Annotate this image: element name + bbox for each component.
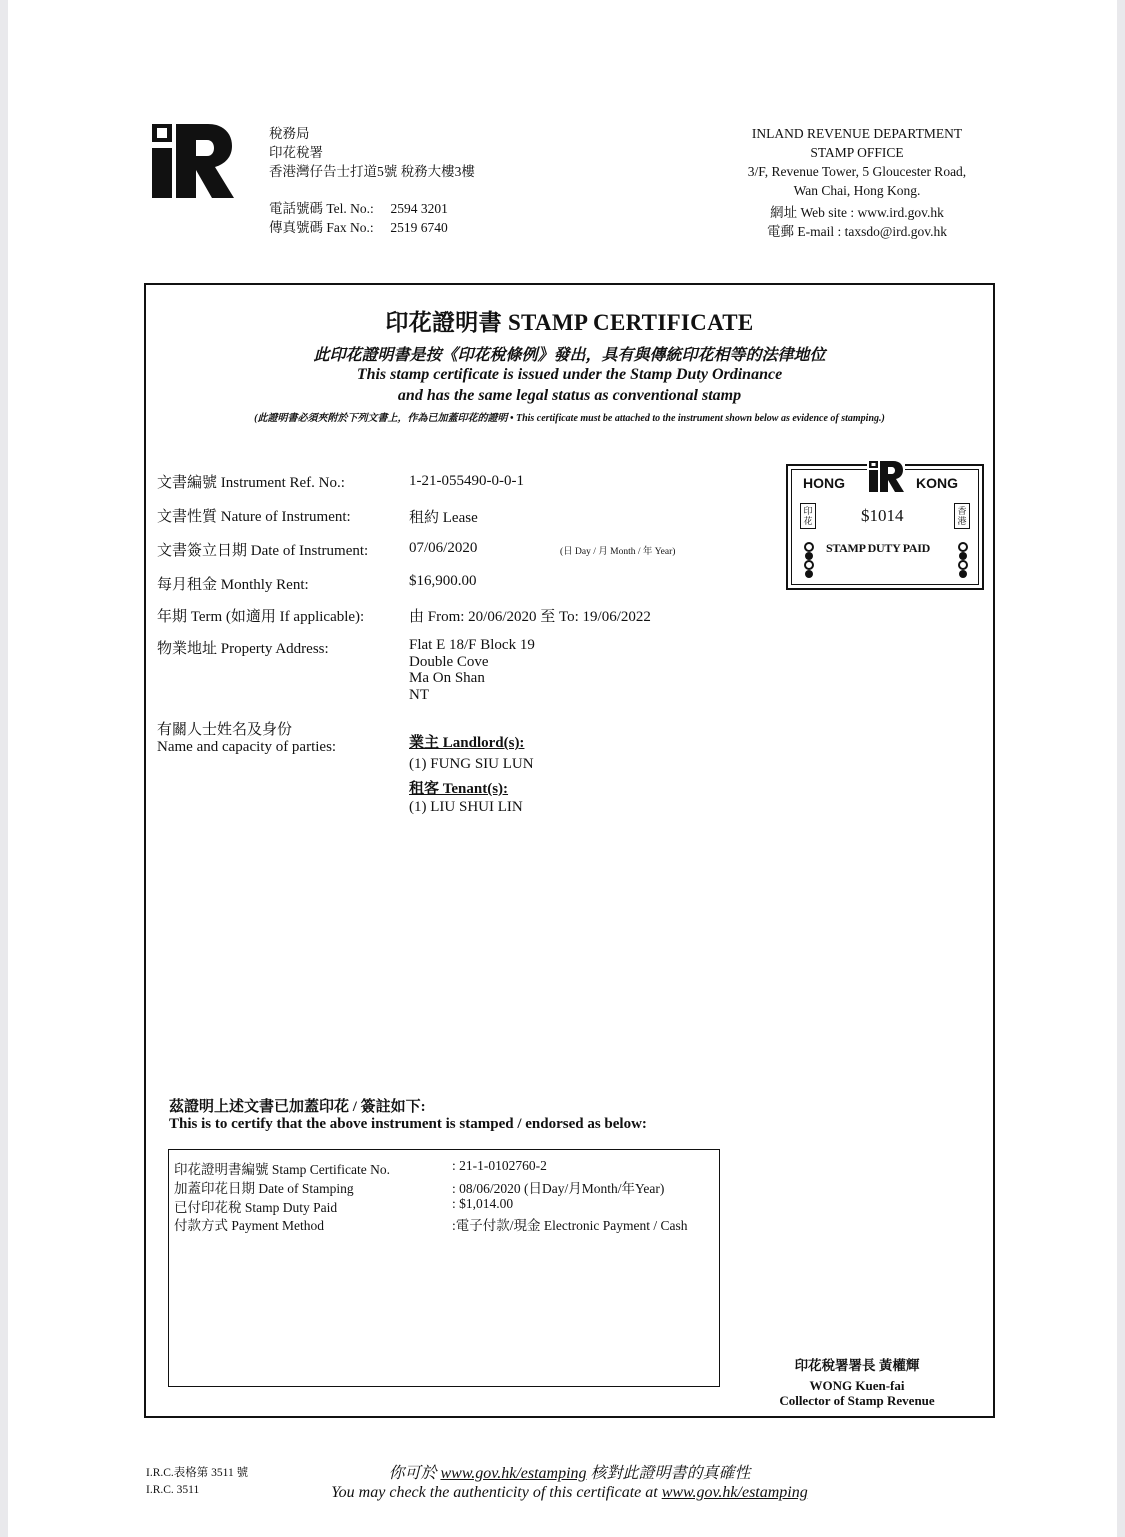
tenant-name: (1) LIU SHUI LIN: [409, 799, 523, 815]
dept-name-cn: 稅務局: [269, 126, 310, 141]
certificate-subtitle-en-1: This stamp certificate is issued under the Stamp Duty Ordinance: [356, 366, 783, 383]
ird-logo: [152, 124, 234, 198]
property-address: [409, 637, 535, 703]
address-line: Double Cove: [409, 653, 489, 670]
estamping-link[interactable]: www.gov.hk/estamping: [440, 1465, 587, 1482]
rent-label: 每月租金 Monthly Rent:: [157, 577, 309, 593]
collector-name: WONG Kuen-fai: [809, 1378, 905, 1393]
rent-value: $16,900.00: [409, 573, 477, 589]
address-line-2: Wan Chai, Hong Kong.: [793, 183, 921, 198]
certify-statement-cn: 茲證明上述文書已加蓋印花 / 簽註如下:: [169, 1099, 426, 1115]
fax-row: [269, 218, 475, 237]
tel-value: 2594 3201: [390, 201, 448, 216]
stamp-word-right: KONG: [916, 475, 958, 491]
duty-paid-value: : $1,014.00: [452, 1196, 514, 1211]
form-code-cn: I.R.C.表格第 3511 號: [146, 1467, 249, 1479]
fax-label: 傳真號碼 Fax No.:: [269, 220, 374, 235]
email: 電郵 E-mail : taxsdo@ird.gov.hk: [767, 224, 947, 239]
verify-note-en: [144, 1484, 995, 1502]
seal-left-chars: 印花: [800, 503, 816, 529]
stamp-paid-text: STAMP DUTY PAID: [826, 541, 930, 555]
date-format-hint: (日 Day / 月 Month / 年 Year): [560, 547, 676, 557]
seal-right-chars: 香港: [954, 503, 970, 529]
stamp-cert-no-value: : 21-1-0102760-2: [452, 1158, 547, 1173]
nature-value: 租約 Lease: [409, 510, 478, 526]
office-name-cn: 印花稅署: [269, 145, 323, 160]
verify-cn-prefix: 你可於: [388, 1465, 441, 1482]
term-value: 由 From: 20/06/2020 至 To: 19/06/2022: [409, 609, 651, 625]
certificate-subtitle-cn: 此印花證明書是按《印花稅條例》發出，具有與傳統印花相等的法律地位: [313, 347, 826, 364]
stamping-date-value: : 08/06/2020 (日Day/月Month/年Year): [452, 1181, 665, 1196]
parties-label-cn: 有關人士姓名及身份: [157, 722, 293, 738]
stamp-word-left: HONG: [803, 475, 845, 491]
landlord-name: (1) FUNG SIU LUN: [409, 756, 534, 772]
fax-value: 2519 6740: [390, 220, 448, 235]
dept-name-en: INLAND REVENUE DEPARTMENT: [751, 126, 963, 141]
ref-label: 文書編號 Instrument Ref. No.:: [157, 475, 345, 491]
parties-label-en: Name and capacity of parties:: [157, 739, 337, 755]
website: 網址 Web site : www.ird.gov.hk: [770, 205, 944, 220]
header-right-block: [690, 124, 1024, 241]
certificate-title: 印花證明書 STAMP CERTIFICATE: [385, 310, 754, 335]
tel-label: 電話號碼 Tel. No.:: [269, 201, 374, 216]
form-code-en: I.R.C. 3511: [146, 1484, 200, 1496]
stamp-amount: $1014: [861, 506, 904, 525]
verify-en-prefix: You may check the authenticity of this certificate at: [331, 1484, 662, 1501]
address-line: Flat E 18/F Block 19: [409, 637, 535, 653]
payment-method-value: :電子付款/現金 Electronic Payment / Cash: [452, 1218, 688, 1233]
address-line: Ma On Shan: [409, 670, 485, 686]
address-label: 物業地址 Property Address:: [157, 641, 329, 657]
address-line: NT: [409, 686, 429, 703]
term-label: 年期 Term (如適用 If applicable):: [157, 609, 365, 625]
verify-cn-suffix: 核對此證明書的真確性: [586, 1465, 751, 1482]
payment-method-label: 付款方式 Payment Method: [174, 1218, 324, 1233]
collector-title-cn: 印花稅署署長 黃權輝: [794, 1358, 920, 1373]
tenant-heading: 租客 Tenant(s):: [409, 781, 509, 797]
certificate-subtitle-en-2: and has the same legal status as conventional stamp: [397, 387, 742, 404]
address-cn: 香港灣仔告士打道5號 稅務大樓3樓: [269, 164, 475, 179]
stamping-date-label: 加蓋印花日期 Date of Stamping: [174, 1181, 354, 1196]
certify-statement-en: This is to certify that the above instrument is stamped / endorsed as below:: [169, 1116, 647, 1132]
collector-title-en: Collector of Stamp Revenue: [779, 1393, 935, 1408]
ref-value: 1-21-055490-0-0-1: [409, 473, 524, 489]
seal-left-ornament: [800, 542, 818, 582]
seal-right-ornament: [954, 542, 972, 582]
tel-row: [269, 199, 475, 218]
certificate-note: (此證明書必須夾附於下列文書上，作為已加蓋印花的證明 • This certificate must be attached to the instrument shown below as evidence of stamping.): [254, 413, 885, 424]
landlord-heading: 業主 Landlord(s):: [409, 735, 525, 751]
date-value: 07/06/2020: [409, 540, 478, 556]
nature-label: 文書性質 Nature of Instrument:: [157, 509, 351, 525]
duty-paid-label: 已付印花稅 Stamp Duty Paid: [174, 1200, 338, 1215]
verify-note-cn: [144, 1460, 995, 1483]
parties-label: [157, 722, 336, 756]
date-label: 文書簽立日期 Date of Instrument:: [157, 543, 369, 559]
office-name-en: STAMP OFFICE: [810, 145, 904, 160]
estamping-link[interactable]: www.gov.hk/estamping: [661, 1484, 808, 1501]
stamp-cert-no-label: 印花證明書編號 Stamp Certificate No.: [174, 1162, 390, 1177]
address-line-1: 3/F, Revenue Tower, 5 Gloucester Road,: [747, 164, 967, 179]
header-left-block: [269, 124, 475, 237]
stamp-ir-logo: [867, 459, 905, 493]
